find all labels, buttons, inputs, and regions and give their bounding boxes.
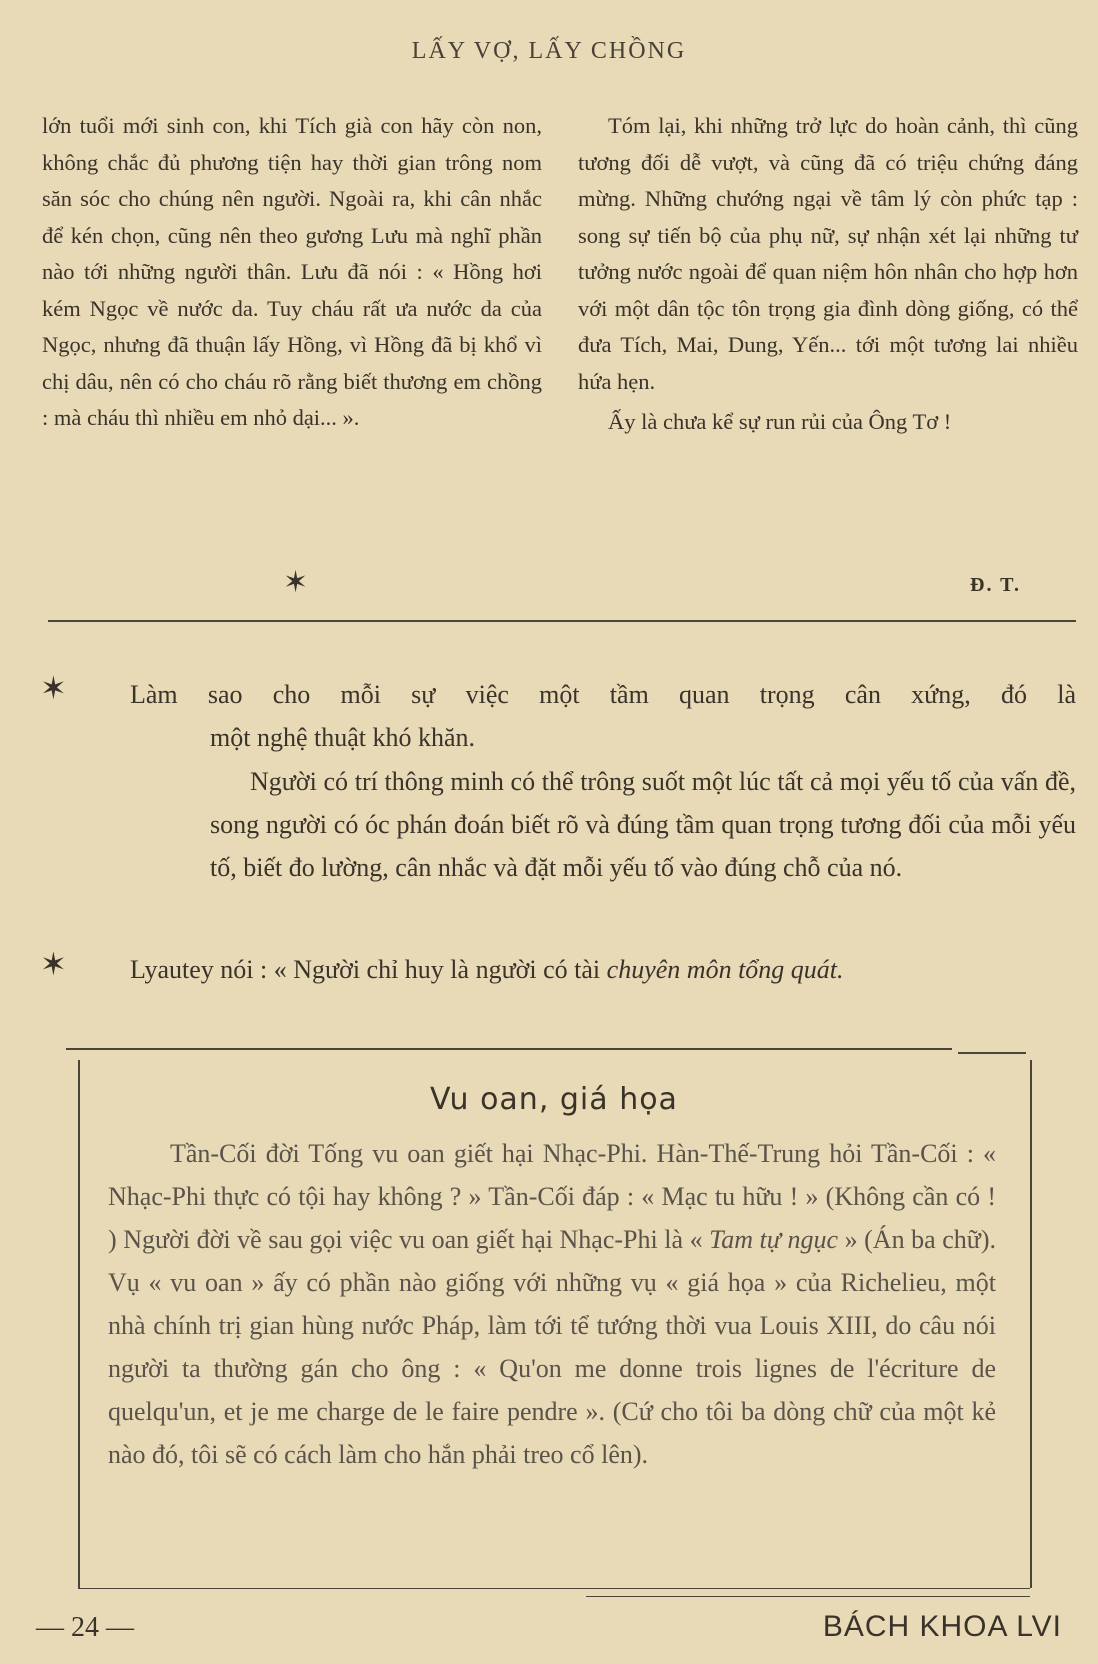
- quote-1-body-text: Người có trí thông minh có thể trông suốt một lúc tất cả mọi yếu tố của vấn đề, song người có óc phán đoán biết rõ và đúng tầm quan trọng tương đối của mỗi yếu tố, biết đo lường, cân nhắc và đặt mỗi yếu tố vào đúng chỗ của nó.: [210, 767, 1076, 882]
- box-bottom-rule: [78, 1588, 1030, 1589]
- quote-1-line-2: một nghệ thuật khó khăn.: [210, 723, 476, 752]
- quote-2-italic: chuyên môn tổng quát.: [606, 955, 844, 984]
- right-paragraph-2: Ấy là chưa kể sự run rủi của Ông Tơ !: [608, 409, 952, 434]
- box-paragraph: [108, 1132, 996, 1476]
- page-number: — 24 —: [36, 1612, 134, 1643]
- box-top-rule-right: [958, 1052, 1026, 1054]
- box-bottom-rule-2: [586, 1596, 1030, 1597]
- box-text-b: » (Án ba chữ). Vụ « vu oan » ấy có phần nào giống với những vụ « giá họa » của Richelieu, một nhà chính trị gian hùng nước Pháp, làm tới tể tướng thời vua Louis XIII, do câu nói người ta thường gán cho ông : « Qu'on me donne trois lignes de l'écriture de quelqu'un, et je me charge de le faire pendre ». (Cứ cho tôi ba dòng chữ của một kẻ nào đó, tôi sẽ có cách làm cho hắn phải treo cổ lên).: [108, 1225, 997, 1469]
- left-paragraph: lớn tuổi mới sinh con, khi Tích già con hãy còn non, không chắc đủ phương tiện hay thời gian trông nom săn sóc cho chúng nên người. Ngoài ra, khi cân nhắc để kén chọn, cũng nên theo gương Lưu mà nghĩ phần nào tới những người thân. Lưu đã nói : « Hồng hơi kém Ngọc về nước da. Tuy cháu rất ưa nước da của Ngọc, nhưng đã thuận lấy Hồng, vì Hồng đã bị khổ vì chị dâu, nên có cho cháu rõ rằng biết thương em chồng : mà cháu thì nhiều em nhỏ dại... ».: [42, 113, 542, 430]
- quote-1-line-1: Làm sao cho mỗi sự việc một tầm quan trọng cân xứng, đó là: [130, 680, 1076, 709]
- star-bullet-icon: ✶: [40, 946, 67, 982]
- page-header: LẤY VỢ, LẤY CHỒNG: [411, 38, 687, 64]
- left-column: [42, 108, 542, 437]
- right-column: [578, 108, 1078, 441]
- star-bullet-icon: ✶: [40, 670, 67, 706]
- box-text-a: Tần-Cối đời Tống vu oan giết hại Nhạc-Phi. Hàn-Thế-Trung hỏi Tần-Cối : « Nhạc-Phi thực có tội hay không ? » Tần-Cối đáp : « Mạc tu hữu ! » (Không cần có ! ) Người đời về sau gọi việc vu oan giết hại Nhạc-Phi là «: [108, 1139, 996, 1254]
- box-text-italic: Tam tự ngục: [709, 1225, 839, 1254]
- quote-1: [130, 673, 1076, 759]
- box-top-rule: [66, 1048, 952, 1050]
- quote-2: [130, 948, 1076, 991]
- star-ornament-icon: ✶: [283, 566, 309, 599]
- author-signature: Đ. T.: [970, 574, 1021, 596]
- box-title: Vu oan, giá họa: [430, 1082, 678, 1117]
- section-divider: [48, 620, 1076, 622]
- quote-2-prefix: Lyautey nói : « Người chỉ huy là người có tài: [130, 955, 607, 984]
- quote-2-text: [130, 948, 1076, 991]
- magazine-name: BÁCH KHOA LVI: [822, 1610, 1062, 1643]
- quote-1-body: [210, 760, 1076, 889]
- box-text: [108, 1132, 996, 1476]
- right-paragraph-1: Tóm lại, khi những trở lực do hoàn cảnh, thì cũng tương đối dễ vượt, và cũng đã có triệu chứng đáng mừng. Những chướng ngại về tâm lý còn phức tạp : song sự tiến bộ của phụ nữ, sự nhận xét lại những tư tưởng nước ngoài để quan niệm hôn nhân cho hợp hơn với một dân tộc tôn trọng gia đình dòng giống, có thể đưa Tích, Mai, Dung, Yến... tới một tương lai nhiều hứa hẹn.: [578, 113, 1078, 394]
